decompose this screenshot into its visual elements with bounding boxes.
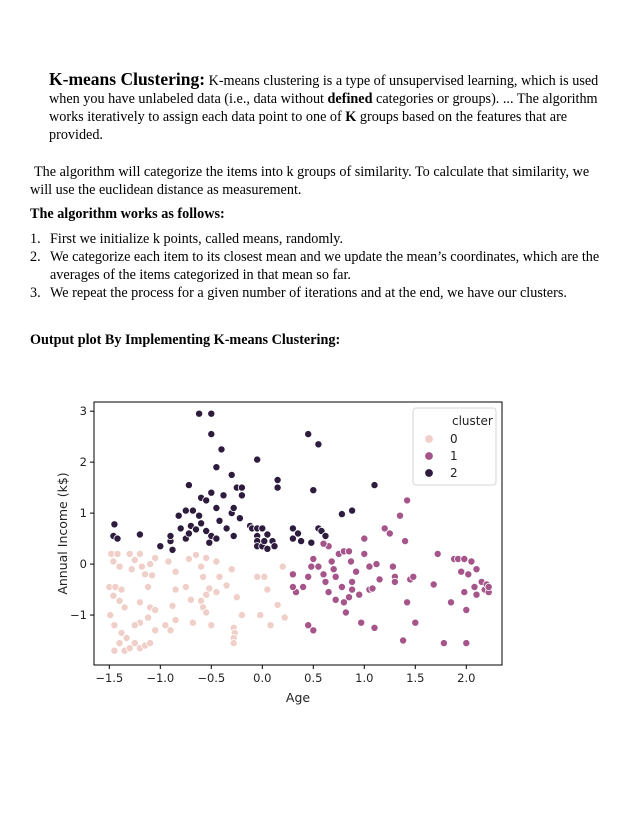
y-tick-label: 0 (79, 557, 87, 572)
data-point-cluster-1 (371, 624, 378, 631)
data-point-cluster-0 (200, 573, 207, 580)
step-item (30, 248, 610, 284)
data-point-cluster-2 (228, 471, 235, 478)
data-point-cluster-0 (141, 571, 148, 578)
data-point-cluster-1 (391, 578, 398, 585)
data-point-cluster-2 (308, 539, 315, 546)
data-point-cluster-0 (267, 622, 274, 629)
x-tick-label: −1.5 (95, 671, 124, 685)
data-point-cluster-0 (261, 573, 268, 580)
data-point-cluster-2 (208, 489, 215, 496)
data-point-cluster-0 (281, 614, 288, 621)
steps-list (30, 230, 610, 302)
data-point-cluster-1 (412, 619, 419, 626)
data-point-cluster-2 (274, 484, 281, 491)
data-point-cluster-1 (330, 566, 337, 573)
data-point-cluster-0 (118, 586, 125, 593)
step-number: 1. (30, 231, 41, 247)
data-point-cluster-2 (213, 504, 220, 511)
data-point-cluster-0 (114, 550, 121, 557)
data-point-cluster-1 (345, 594, 352, 601)
kmeans-scatter-chart (50, 398, 510, 710)
data-point-cluster-1 (485, 583, 492, 590)
data-point-cluster-2 (182, 507, 189, 514)
data-point-cluster-0 (145, 583, 152, 590)
data-point-cluster-2 (259, 525, 266, 532)
data-point-cluster-1 (305, 573, 312, 580)
data-point-cluster-0 (185, 555, 192, 562)
data-point-cluster-0 (167, 627, 174, 634)
intro-bold-defined: defined (327, 91, 373, 107)
intro-term: K-means Clustering: (49, 69, 206, 89)
intro-bold-k: K (345, 109, 357, 125)
data-point-cluster-1 (473, 591, 480, 598)
data-point-cluster-2 (114, 535, 121, 542)
data-point-cluster-2 (349, 507, 356, 514)
data-point-cluster-2 (216, 517, 223, 524)
x-tick-label: 0.5 (304, 671, 323, 685)
data-point-cluster-0 (192, 551, 199, 558)
data-point-cluster-2 (136, 531, 143, 538)
data-point-cluster-2 (206, 539, 213, 546)
x-axis (95, 665, 475, 685)
data-point-cluster-2 (218, 446, 225, 453)
data-point-cluster-1 (369, 585, 376, 592)
data-point-cluster-2 (264, 545, 271, 552)
data-point-cluster-0 (182, 583, 189, 590)
legend-marker-cluster-1 (425, 452, 434, 461)
data-point-cluster-2 (338, 511, 345, 518)
step-number: 2. (30, 249, 41, 265)
data-point-cluster-2 (157, 543, 164, 550)
data-point-cluster-2 (196, 512, 203, 519)
data-point-cluster-1 (373, 561, 380, 568)
data-point-cluster-0 (136, 550, 143, 557)
data-point-cluster-1 (410, 573, 417, 580)
data-point-cluster-0 (203, 591, 210, 598)
data-point-cluster-2 (208, 431, 215, 438)
data-point-cluster-1 (332, 596, 339, 603)
data-point-cluster-0 (203, 609, 210, 616)
data-point-cluster-2 (289, 535, 296, 542)
data-point-cluster-1 (347, 558, 354, 565)
data-point-cluster-2 (185, 530, 192, 537)
data-point-cluster-1 (463, 640, 470, 647)
data-point-cluster-0 (257, 612, 264, 619)
data-point-cluster-0 (213, 589, 220, 596)
intro-text-a: K-means clustering is a type of unsupervised learning, which is used when you have unlabeled data (i.e., data without (49, 73, 599, 107)
data-point-cluster-1 (471, 583, 478, 590)
data-point-cluster-2 (203, 497, 210, 504)
data-point-cluster-2 (305, 431, 312, 438)
x-tick-label: 1.5 (406, 671, 425, 685)
data-point-cluster-2 (223, 525, 230, 532)
data-point-cluster-1 (338, 583, 345, 590)
data-point-cluster-1 (461, 589, 468, 596)
data-point-cluster-2 (315, 441, 322, 448)
data-point-cluster-0 (228, 566, 235, 573)
data-point-cluster-1 (404, 599, 411, 606)
data-point-cluster-2 (236, 515, 243, 522)
data-point-cluster-2 (264, 531, 271, 538)
data-point-cluster-0 (131, 556, 138, 563)
data-point-cluster-2 (230, 504, 237, 511)
data-point-cluster-1 (289, 571, 296, 578)
data-point-cluster-0 (233, 594, 240, 601)
intro-text-b: categories or groups). ... The algorithm works iteratively to assign each data point to one of (49, 91, 598, 125)
data-point-cluster-0 (136, 599, 143, 606)
data-point-cluster-1 (310, 627, 317, 634)
data-point-cluster-1 (349, 578, 356, 585)
data-point-cluster-0 (152, 627, 159, 634)
data-point-cluster-1 (473, 566, 480, 573)
data-point-cluster-0 (131, 622, 138, 629)
y-axis-label: Annual Income (k$) (55, 472, 70, 595)
data-point-cluster-0 (152, 606, 159, 613)
data-point-cluster-0 (123, 634, 130, 641)
data-point-cluster-1 (468, 558, 475, 565)
data-point-cluster-0 (169, 602, 176, 609)
data-point-cluster-1 (322, 578, 329, 585)
data-point-cluster-0 (172, 617, 179, 624)
data-point-cluster-1 (465, 571, 472, 578)
data-point-cluster-2 (177, 525, 184, 532)
legend-label-cluster-0: 0 (450, 432, 458, 446)
legend-marker-cluster-0 (425, 435, 434, 444)
data-point-cluster-1 (345, 548, 352, 555)
data-point-cluster-2 (298, 538, 305, 545)
data-point-cluster-0 (147, 561, 154, 568)
y-tick-label: 1 (79, 506, 87, 521)
data-point-cluster-0 (198, 597, 205, 604)
data-point-cluster-2 (230, 532, 237, 539)
data-point-cluster-1 (400, 637, 407, 644)
data-point-cluster-2 (111, 521, 118, 528)
data-point-cluster-1 (430, 581, 437, 588)
data-point-cluster-2 (175, 512, 182, 519)
data-point-cluster-0 (152, 554, 159, 561)
y-tick-label: 3 (79, 404, 87, 419)
data-point-cluster-1 (404, 497, 411, 504)
data-point-cluster-1 (402, 538, 409, 545)
data-point-cluster-1 (396, 512, 403, 519)
data-point-cluster-2 (371, 482, 378, 489)
data-point-cluster-1 (332, 573, 339, 580)
data-point-cluster-0 (126, 550, 133, 557)
data-point-cluster-1 (353, 568, 360, 575)
data-point-cluster-2 (274, 476, 281, 483)
data-point-cluster-2 (238, 484, 245, 491)
data-point-cluster-1 (386, 530, 393, 537)
data-point-cluster-2 (220, 492, 227, 499)
data-point-cluster-1 (376, 576, 383, 583)
data-point-cluster-0 (116, 597, 123, 604)
step-number: 3. (30, 285, 41, 301)
step-text: We categorize each item to its closest mean and we update the mean’s coordinates, which are the averages of the items categorized in that mean so far. (50, 249, 600, 283)
data-point-cluster-1 (447, 599, 454, 606)
data-point-cluster-1 (358, 619, 365, 626)
data-point-cluster-2 (322, 532, 329, 539)
data-point-cluster-1 (325, 589, 332, 596)
data-point-cluster-1 (308, 563, 315, 570)
data-point-cluster-0 (238, 612, 245, 619)
data-point-cluster-0 (110, 558, 117, 565)
data-point-cluster-0 (111, 647, 118, 654)
data-point-cluster-2 (261, 538, 268, 545)
step-text: We repeat the process for a given number of iterations and at the end, we have our clusters. (50, 285, 567, 301)
y-tick-label: −1 (70, 608, 87, 623)
intro-paragraph (49, 70, 601, 144)
step-item (30, 284, 610, 302)
data-point-cluster-2 (208, 410, 215, 417)
similarity-paragraph: The algorithm will categorize the items into k groups of similarity. To calculate that similarity, we will use the euclidean distance as measurement. (30, 164, 590, 198)
data-point-cluster-0 (216, 573, 223, 580)
data-point-cluster-0 (107, 612, 114, 619)
x-axis-label: Age (285, 690, 311, 705)
data-point-cluster-1 (458, 568, 465, 575)
legend (413, 408, 496, 485)
step-item (30, 230, 610, 248)
data-point-cluster-0 (149, 572, 156, 579)
data-point-cluster-2 (213, 535, 220, 542)
x-tick-label: 2.0 (457, 671, 476, 685)
legend-title: cluster (452, 414, 493, 428)
data-point-cluster-0 (116, 640, 123, 647)
data-point-cluster-0 (189, 619, 196, 626)
data-point-cluster-2 (238, 492, 245, 499)
data-point-cluster-0 (198, 563, 205, 570)
output-plot-heading: Output plot By Implementing K-means Clustering: (30, 332, 341, 348)
data-point-cluster-0 (128, 566, 135, 573)
data-point-cluster-0 (165, 558, 172, 565)
data-point-cluster-2 (185, 482, 192, 489)
data-point-cluster-0 (213, 558, 220, 565)
data-point-cluster-2 (213, 464, 220, 471)
data-point-cluster-1 (389, 563, 396, 570)
data-point-cluster-0 (187, 596, 194, 603)
data-point-cluster-1 (320, 571, 327, 578)
legend-label-cluster-1: 1 (450, 449, 458, 463)
legend-marker-cluster-2 (425, 469, 434, 478)
data-point-cluster-2 (189, 507, 196, 514)
y-axis (70, 404, 94, 622)
data-point-cluster-0 (274, 601, 281, 608)
data-point-cluster-0 (172, 568, 179, 575)
data-point-cluster-1 (310, 555, 317, 562)
data-point-cluster-2 (196, 410, 203, 417)
data-point-cluster-1 (342, 609, 349, 616)
data-point-cluster-1 (361, 550, 368, 557)
data-point-cluster-0 (147, 640, 154, 647)
steps-heading: The algorithm works as follows: (30, 206, 225, 222)
data-point-cluster-2 (169, 546, 176, 553)
data-point-cluster-1 (356, 591, 363, 598)
data-point-cluster-0 (230, 640, 237, 647)
data-point-cluster-1 (461, 555, 468, 562)
x-tick-label: 1.0 (355, 671, 374, 685)
data-point-cluster-0 (279, 563, 286, 570)
data-point-cluster-1 (320, 540, 327, 547)
data-point-cluster-0 (116, 563, 123, 570)
data-point-cluster-2 (192, 526, 199, 533)
data-point-cluster-1 (328, 558, 335, 565)
data-point-cluster-0 (121, 604, 128, 611)
data-point-cluster-2 (198, 520, 205, 527)
data-point-cluster-1 (300, 583, 307, 590)
data-point-cluster-0 (254, 573, 261, 580)
data-point-cluster-1 (434, 550, 441, 557)
data-point-cluster-1 (463, 606, 470, 613)
data-point-cluster-0 (111, 622, 118, 629)
data-point-cluster-0 (145, 614, 152, 621)
x-tick-label: −0.5 (197, 671, 226, 685)
data-point-cluster-2 (167, 532, 174, 539)
data-point-cluster-1 (289, 583, 296, 590)
x-tick-label: −1.0 (146, 671, 175, 685)
data-point-cluster-1 (361, 535, 368, 542)
data-point-cluster-1 (315, 563, 322, 570)
y-tick-label: 2 (79, 455, 87, 470)
data-point-cluster-0 (208, 622, 215, 629)
x-tick-label: 0.0 (253, 671, 272, 685)
data-point-cluster-0 (110, 592, 117, 599)
data-point-cluster-0 (138, 563, 145, 570)
legend-label-cluster-2: 2 (450, 466, 458, 480)
data-point-cluster-2 (254, 456, 261, 463)
data-point-cluster-2 (271, 543, 278, 550)
data-point-cluster-1 (366, 563, 373, 570)
data-point-cluster-0 (172, 586, 179, 593)
step-text: First we initialize k points, called means, randomly. (50, 231, 344, 247)
data-point-cluster-0 (203, 554, 210, 561)
intro-text-c: groups based on the features that are provided. (49, 109, 568, 143)
data-point-cluster-0 (264, 586, 271, 593)
data-point-cluster-2 (310, 487, 317, 494)
data-point-cluster-1 (440, 640, 447, 647)
data-point-cluster-1 (349, 586, 356, 593)
data-point-cluster-0 (223, 582, 230, 589)
